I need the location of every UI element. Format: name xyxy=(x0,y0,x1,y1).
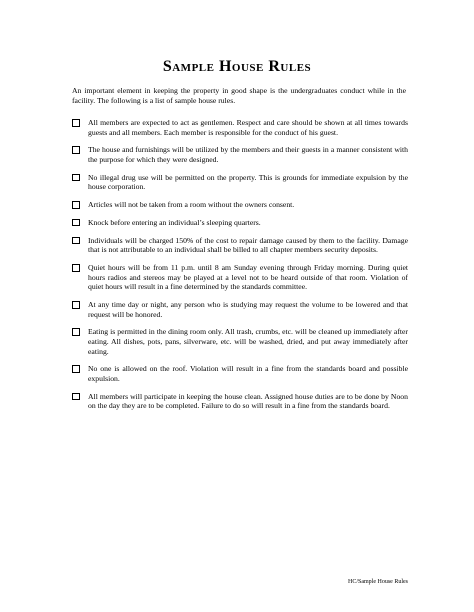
checkbox-icon xyxy=(72,119,80,127)
list-item xyxy=(72,364,408,383)
rule-text: No one is allowed on the roof. Violation will result in a fine from the standards board and possible expulsion. xyxy=(88,364,408,383)
rule-text: All members are expected to act as gentlemen. Respect and care should be shown at all times towards guests and all members. Each member is responsible for the conduct of his guest. xyxy=(88,118,408,137)
list-item xyxy=(72,145,408,164)
page-title: Sample House Rules xyxy=(162,58,312,75)
rule-text: At any time day or night, any person who is studying may request the volume to be lowered and that request will be honored. xyxy=(88,300,408,319)
list-item xyxy=(72,173,408,192)
checkbox-icon xyxy=(72,264,80,272)
list-item xyxy=(72,118,408,137)
checkbox-icon xyxy=(72,328,80,336)
checkbox-icon xyxy=(72,174,80,182)
list-item xyxy=(72,327,408,356)
rule-text: Individuals will be charged 150% of the cost to repair damage caused by them to the facility. Damage that is not attributable to an individual shall be billed to all chapter members security deposits. xyxy=(88,235,408,255)
list-item xyxy=(72,392,408,411)
checkbox-icon xyxy=(72,301,80,309)
list-item xyxy=(72,218,408,228)
checkbox-icon xyxy=(72,365,80,373)
checkbox-icon xyxy=(72,219,80,227)
checkbox-icon xyxy=(72,237,80,245)
checkbox-icon xyxy=(72,146,80,154)
list-item xyxy=(72,300,408,319)
checkbox-icon xyxy=(72,201,80,209)
rule-text: All members will participate in keeping the house clean. Assigned house duties are to be done by Noon on the day they are to be completed. Failure to do so will result in a fine from the standards board. xyxy=(88,391,408,411)
rule-text: No illegal drug use will be permitted on the property. This is grounds for immediate expulsion by the house corporation. xyxy=(88,172,408,192)
list-item xyxy=(72,200,408,210)
checkbox-icon xyxy=(72,393,80,401)
intro-paragraph: An important element in keeping the property in good shape is the undergraduates conduct while in the facility. The following is a list of sample house rules. xyxy=(72,86,406,105)
rules-list xyxy=(72,118,408,419)
list-item xyxy=(72,263,408,292)
rule-text: Articles will not be taken from a room without the owners consent. xyxy=(88,200,295,210)
list-item xyxy=(72,236,408,255)
rule-text: Quiet hours will be from 11 p.m. until 8 am Sunday evening through Friday morning. During quiet hours radios and stereos may be played at a level not to be heard outside of that room. Violation of quiet hours will result in a fine determined by the standards committee. xyxy=(88,263,408,292)
page-footer: HC/Sample House Rules xyxy=(348,579,408,585)
rule-text: The house and furnishings will be utilized by the members and their guests in a manner consistent with the purpose for which they were designed. xyxy=(88,145,408,164)
rule-text: Knock before entering an individual’s sleeping quarters. xyxy=(88,217,261,227)
rule-text: Eating is permitted in the dining room only. All trash, crumbs, etc. will be cleaned up immediately after eating. All dishes, pots, pans, silverware, etc. will be washed, dried, and put away immediately after eating. xyxy=(88,327,408,356)
